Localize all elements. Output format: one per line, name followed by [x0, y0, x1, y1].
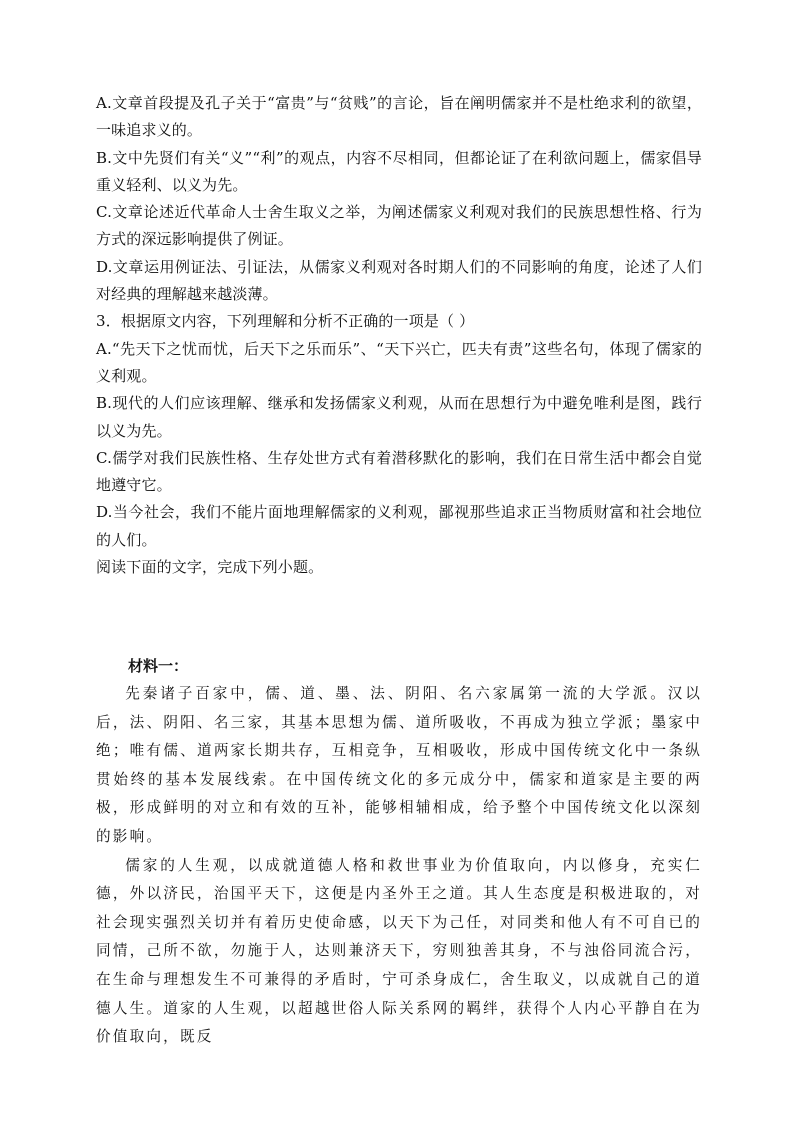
material-label: 材料一：: [128, 657, 189, 675]
material-paragraph-1: 先秦诸子百家中，儒、道、墨、法、阴阳、名六家属第一流的大学派。汉以后，法、阴阳、名三家，其基本思想为儒、道所吸收，不再成为独立学派；墨家中绝；唯有儒、道两家长期共存，互相竞争，互相吸收，形成中国传统文化中一条纵贯始终的基本发展线索。在中国传统文化的多元成分中，儒家和道家是主要的两极，形成鲜明的对立和有效的互补，能够相辅相成，给予整个中国传统文化以深刻的影响。: [96, 685, 702, 845]
material-paragraph-2: 儒家的人生观，以成就道德人格和救世事业为价值取向，内以修身，充实仁德，外以济民，治国平天下，这便是内圣外王之道。其人生态度是积极进取的，对社会现实强烈关切并有着历史使命感，以天下为己任，对同类和他人有不可自已的同情，己所不欲，勿施于人，达则兼济天下，穷则独善其身，不与浊俗同流合污，在生命与理想发生不可兼得的矛盾时，宁可杀身成仁，舍生取义，以成就自己的道德人生。道家的人生观，以超越世俗人际关系网的羁绊，获得个人内心平静自在为价值取向，既反: [96, 856, 702, 1046]
q3-option-a: A.“先天下之忧而忧，后天下之乐而乐”、“天下兴亡，匹夫有责”这些名句，体现了儒家的义利观。: [96, 339, 702, 385]
material-section: [96, 652, 702, 1052]
q3-option-c: C.儒学对我们民族性格、生存处世方式有着潜移默化的影响，我们在日常生活中都会自觉地遵守它。: [96, 448, 702, 495]
q2-option-c: C.文章论述近代革命人士舍生取义之举，为阐述儒家义利观对我们的民族思想性格、行为方式的深远影响提供了例证。: [96, 203, 702, 249]
q3-stem: 3．根据原文内容，下列理解和分析不正确的一项是（ ）: [96, 312, 475, 331]
reading-instruction: 阅读下面的文字，完成下列小题。: [96, 558, 324, 577]
q2-option-a: A.文章首段提及孔子关于“富贵”与“贫贱”的言论，旨在阐明儒家并不是杜绝求利的欲望，一味追求义的。: [96, 94, 702, 140]
q2-option-d: D.文章运用例证法、引证法，从儒家义利观对各时期人们的不同影响的角度，论述了人们对经典的理解越来越淡薄。: [96, 257, 702, 304]
q3-option-d: D.当今社会，我们不能片面地理解儒家的义利观，鄙视那些追求正当物质财富和社会地位的人们。: [96, 503, 702, 549]
q3-option-b: B.现代的人们应该理解、继承和发扬儒家义利观，从而在思想行为中避免唯利是图，践行以义为先。: [96, 394, 702, 440]
q2-option-b: B.文中先贤们有关“义”“利”的观点，内容不尽相同，但都论证了在利欲问题上，儒家倡导重义轻利、以义为先。: [96, 148, 702, 194]
question-section: [96, 90, 702, 581]
